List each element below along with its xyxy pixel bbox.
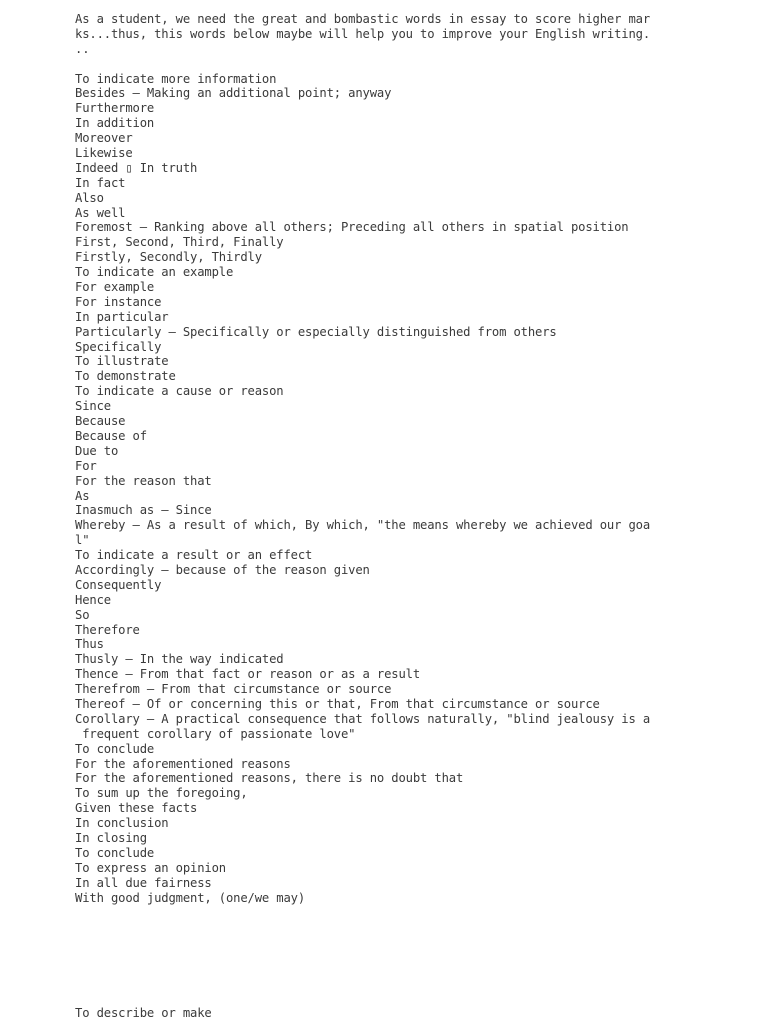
list-item: So <box>75 607 90 622</box>
word-list <box>75 72 755 906</box>
list-item: Particularly – Specifically or especially distinguished from others <box>75 324 557 339</box>
intro-line: ks...thus, this words below maybe will help you to improve your English writing. <box>75 26 650 41</box>
list-item: In fact <box>75 175 126 190</box>
list-item: In particular <box>75 309 169 324</box>
list-item: Indeed ▯ In truth <box>75 160 198 175</box>
list-item: For example <box>75 280 155 295</box>
list-item: Because of <box>75 428 147 443</box>
list-item: To illustrate <box>75 354 169 369</box>
list-item: Whereby – As a result of which, By which, "the means whereby we achieved our goa <box>75 518 650 533</box>
list-item: To indicate a result or an effect <box>75 548 313 563</box>
list-item: In addition <box>75 116 155 131</box>
list-item: To conclude <box>75 741 155 756</box>
list-item: Foremost – Ranking above all others; Preceding all others in spatial position <box>75 220 629 235</box>
list-item: Hence <box>75 592 111 607</box>
list-item: Furthermore <box>75 101 155 116</box>
list-item: Therefore <box>75 622 140 637</box>
list-item: Thusly – In the way indicated <box>75 652 284 667</box>
blank-line <box>75 57 755 72</box>
list-item: First, Second, Third, Finally <box>75 235 284 250</box>
intro-paragraph <box>75 12 755 57</box>
intro-line: .. <box>75 41 90 56</box>
list-item: To indicate a cause or reason <box>75 384 284 399</box>
list-item: In all due fairness <box>75 875 212 890</box>
list-item: In closing <box>75 830 147 845</box>
document-body <box>75 12 755 905</box>
list-item: Likewise <box>75 146 133 161</box>
list-item: Specifically <box>75 339 162 354</box>
list-item: As <box>75 488 90 503</box>
list-item: To demonstrate <box>75 369 176 384</box>
list-item: Thus <box>75 637 104 652</box>
list-item: For the aforementioned reasons <box>75 756 291 771</box>
list-item: Moreover <box>75 131 133 146</box>
list-item: For instance <box>75 294 162 309</box>
list-item: Corollary – A practical consequence that follows naturally, "blind jealousy is a <box>75 711 650 726</box>
list-item: Thence – From that fact or reason or as a result <box>75 667 420 682</box>
list-item: frequent corollary of passionate love" <box>75 726 356 741</box>
list-item: To indicate more information <box>75 71 277 86</box>
list-item: For the aforementioned reasons, there is no doubt that <box>75 771 464 786</box>
list-item: To indicate an example <box>75 265 234 280</box>
list-item: Also <box>75 190 104 205</box>
list-item: Because <box>75 414 126 429</box>
list-item: Besides – Making an additional point; anyway <box>75 86 392 101</box>
list-item: Thereof – Of or concerning this or that, From that circumstance or source <box>75 696 600 711</box>
list-item: With good judgment, (one/we may) <box>75 890 305 905</box>
list-item: Since <box>75 399 111 414</box>
list-item: As well <box>75 205 126 220</box>
footer-line: To describe or make <box>75 1006 212 1020</box>
list-item: Consequently <box>75 577 162 592</box>
list-item: To conclude <box>75 845 155 860</box>
list-item: For <box>75 458 97 473</box>
list-item: Given these facts <box>75 801 198 816</box>
list-item: Accordingly – because of the reason given <box>75 562 370 577</box>
list-item: Due to <box>75 443 119 458</box>
list-item: In conclusion <box>75 816 169 831</box>
list-item: Therefrom – From that circumstance or source <box>75 682 392 697</box>
list-item: For the reason that <box>75 473 212 488</box>
intro-line: As a student, we need the great and bombastic words in essay to score higher mar <box>75 12 650 26</box>
list-item: Inasmuch as – Since <box>75 503 212 518</box>
list-item: l" <box>75 533 90 548</box>
list-item: To express an opinion <box>75 860 226 875</box>
list-item: Firstly, Secondly, Thirdly <box>75 250 262 265</box>
list-item: To sum up the foregoing, <box>75 786 248 801</box>
